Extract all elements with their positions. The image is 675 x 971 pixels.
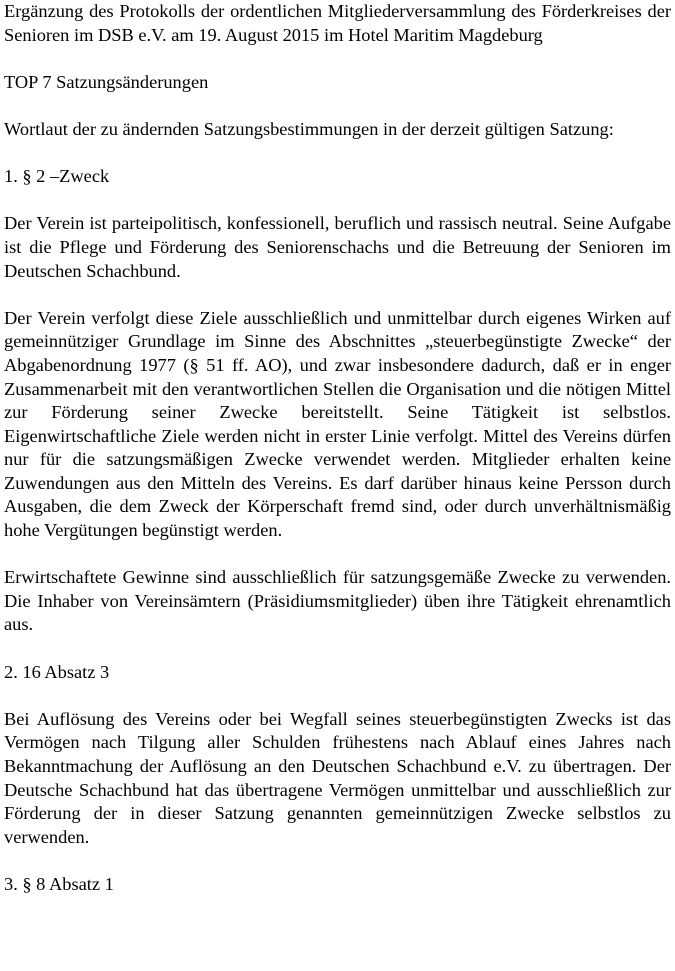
document-page [4,0,671,897]
agenda-item-heading: TOP 7 Satzungsänderungen [4,71,209,92]
section-1-paragraph-3: Erwirtschaftete Gewinne sind ausschließlich für satzungsgemäße Zwecke zu verwenden. Die Inhaber von Vereinsämtern (Präsidiumsmitglieder) üben ihre Tätigkeit ehrenamtlich aus. [4,567,671,635]
section-1-heading: 1. § 2 –Zweck [4,166,110,187]
section-2-paragraph-1: Bei Auflösung des Vereins oder bei Wegfall seines steuerbegünstigten Zwecks ist das Vermögen nach Tilgung aller Schulden frühestens nach Ablauf eines Jahres nach Bekanntmachung der Auflösung an den Deutschen Schachbund e.V. zu übertragen. Der Deutsche Schachbund hat das übertragene Vermögen unmittelbar und ausschließlich zur Förderung der in dieser Satzung genannten gemeinnützigen Zwecke selbstlos zu verwenden. [4,708,671,847]
protocol-intro: Ergänzung des Protokolls der ordentlichen Mitgliederversammlung des Förderkreises der Senioren im DSB e.V. am 19. August 2015 im Hotel Maritim Magdeburg [4,1,671,45]
section-2-heading: 2. 16 Absatz 3 [4,661,110,682]
section-1-paragraph-1: Der Verein ist parteipolitisch, konfessionell, beruflich und rassisch neutral. Seine Aufgabe ist die Pflege und Förderung des Seniorenschachs und die Betreuung der Senioren im Deutschen Schachbund. [4,213,671,281]
wording-intro: Wortlaut der zu ändernden Satzungsbestimmungen in der derzeit gültigen Satzung: [4,118,614,139]
section-3-heading: 3. § 8 Absatz 1 [4,873,114,894]
section-1-paragraph-2: Der Verein verfolgt diese Ziele ausschließlich und unmittelbar durch eigenes Wirken auf gemeinnütziger Grundlage im Sinne des Abschnittes „steuerbegünstigte Zwecke“ der Abgabenordnung 1977 (§ 51 ff. AO), und zwar insbesondere dadurch, daß er in enger Zusammenarbeit mit den verantwortlichen Stellen die Organisation und die nötigen Mittel zur Förderung seiner Zwecke bereitstellt. Seine Tätigkeit ist selbstlos. Eigenwirtschaftliche Ziele werden nicht in erster Linie verfolgt. Mittel des Vereins dürfen nur für die satzungsmäßigen Zwecke verwendet werden. Mitglieder erhalten keine Zuwendungen aus den Mitteln des Vereins. Es darf darüber hinaus keine Persson durch Ausgaben, die dem Zweck der Körperschaft fremd sind, oder durch unverhältnismäßig hohe Vergütungen begünstigt werden. [4,307,671,541]
